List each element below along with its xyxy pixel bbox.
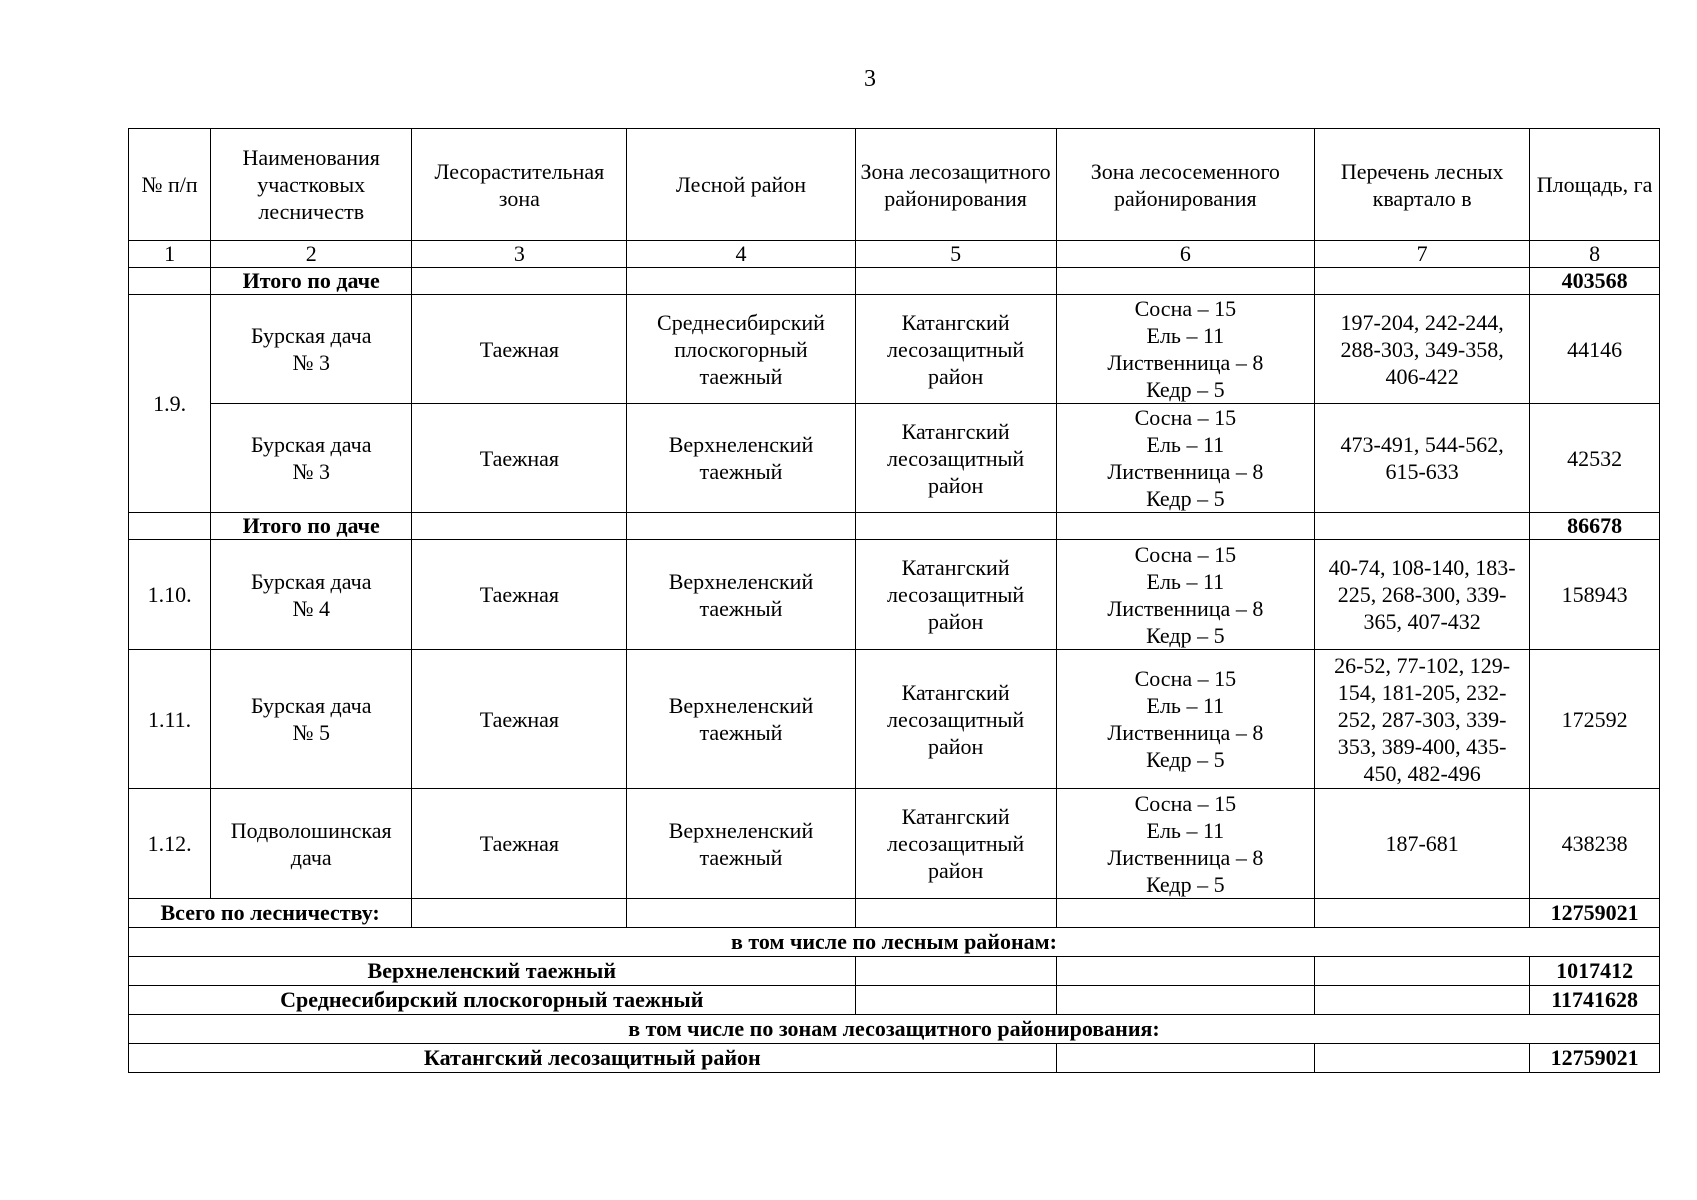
- quarters-list: 197-204, 242-244, 288-303, 349-358, 406-422: [1315, 295, 1530, 404]
- protection-zone: Катангский лесозащитный район: [855, 295, 1056, 404]
- table-row: [129, 540, 1660, 650]
- empty-cell: [1315, 957, 1530, 986]
- subtotal-label: Итого по даче: [211, 513, 412, 540]
- column-number: 3: [412, 241, 627, 268]
- forestry-name: Бурская дача № 3: [211, 295, 412, 404]
- by-zones-heading: в том числе по зонам лесозащитного районирования:: [129, 1015, 1660, 1044]
- column-number: 4: [627, 241, 855, 268]
- quarters-list: 26-52, 77-102, 129-154, 181-205, 232-252, 287-303, 339-353, 389-400, 435-450, 482-496: [1315, 650, 1530, 789]
- table-row: [129, 404, 1660, 513]
- quarters-list: 473-491, 544-562, 615-633: [1315, 404, 1530, 513]
- column-number-row: [129, 241, 1660, 268]
- protection-zone: Катангский лесозащитный район: [855, 650, 1056, 789]
- empty-cell: [627, 513, 855, 540]
- header-row: [129, 129, 1660, 241]
- section-row: [129, 1015, 1660, 1044]
- empty-cell: [1056, 986, 1314, 1015]
- by-districts-heading: в том числе по лесным районам:: [129, 928, 1660, 957]
- subtotal-label: Итого по даче: [211, 268, 412, 295]
- empty-cell: [1056, 513, 1314, 540]
- protection-zone: Катангский лесозащитный район: [855, 540, 1056, 650]
- empty-cell: [1315, 1044, 1530, 1073]
- district-label: Верхнеленский таежный: [129, 957, 856, 986]
- empty-cell: [855, 957, 1056, 986]
- vegetation-zone: Таежная: [412, 295, 627, 404]
- empty-cell: [627, 268, 855, 295]
- vegetation-zone: Таежная: [412, 650, 627, 789]
- vegetation-zone: Таежная: [412, 540, 627, 650]
- table-row: [129, 295, 1660, 404]
- protection-zone: Катангский лесозащитный район: [855, 789, 1056, 899]
- section-row: [129, 928, 1660, 957]
- zone-label: Катангский лесозащитный район: [129, 1044, 1057, 1073]
- empty-cell: [129, 268, 211, 295]
- seed-zone: Сосна – 15 Ель – 11 Лиственница – 8 Кедр – 5: [1056, 404, 1314, 513]
- vegetation-zone: Таежная: [412, 404, 627, 513]
- empty-cell: [1315, 986, 1530, 1015]
- empty-cell: [1315, 899, 1530, 928]
- column-number: 6: [1056, 241, 1314, 268]
- row-number: 1.9.: [129, 295, 211, 513]
- area-value: 42532: [1530, 404, 1660, 513]
- empty-cell: [412, 899, 627, 928]
- row-number: 1.12.: [129, 789, 211, 899]
- area-value: 44146: [1530, 295, 1660, 404]
- header-cell: № п/п: [129, 129, 211, 241]
- forestry-name: Бурская дача № 3: [211, 404, 412, 513]
- subtotal-row: [129, 268, 1660, 295]
- forestry-table: [128, 128, 1660, 1073]
- forestry-name: Бурская дача № 4: [211, 540, 412, 650]
- seed-zone: Сосна – 15 Ель – 11 Лиственница – 8 Кедр – 5: [1056, 650, 1314, 789]
- empty-cell: [412, 268, 627, 295]
- empty-cell: [129, 513, 211, 540]
- total-value: 12759021: [1530, 899, 1660, 928]
- seed-zone: Сосна – 15 Ель – 11 Лиственница – 8 Кедр – 5: [1056, 295, 1314, 404]
- header-cell: Лесорастительная зона: [412, 129, 627, 241]
- subtotal-value: 403568: [1530, 268, 1660, 295]
- total-row: [129, 899, 1660, 928]
- table-row: [129, 789, 1660, 899]
- empty-cell: [1056, 899, 1314, 928]
- zone-value: 12759021: [1530, 1044, 1660, 1073]
- column-number: 5: [855, 241, 1056, 268]
- column-number: 7: [1315, 241, 1530, 268]
- forest-district: Верхнеленский таежный: [627, 404, 855, 513]
- district-value: 11741628: [1530, 986, 1660, 1015]
- row-number: 1.10.: [129, 540, 211, 650]
- forest-district: Верхнеленский таежный: [627, 650, 855, 789]
- forest-district: Среднесибирский плоскогорный таежный: [627, 295, 855, 404]
- column-number: 1: [129, 241, 211, 268]
- header-cell: Наименования участковых лесничеств: [211, 129, 412, 241]
- subtotal-value: 86678: [1530, 513, 1660, 540]
- district-label: Среднесибирский плоскогорный таежный: [129, 986, 856, 1015]
- empty-cell: [855, 268, 1056, 295]
- empty-cell: [1056, 957, 1314, 986]
- row-number: 1.11.: [129, 650, 211, 789]
- table-row: [129, 650, 1660, 789]
- empty-cell: [1315, 513, 1530, 540]
- forestry-name: Подволошинская дача: [211, 789, 412, 899]
- empty-cell: [855, 986, 1056, 1015]
- total-label: Всего по лесничеству:: [129, 899, 412, 928]
- protection-zone: Катангский лесозащитный район: [855, 404, 1056, 513]
- area-value: 158943: [1530, 540, 1660, 650]
- empty-cell: [1056, 1044, 1314, 1073]
- forest-district: Верхнеленский таежный: [627, 540, 855, 650]
- district-row: [129, 957, 1660, 986]
- empty-cell: [627, 899, 855, 928]
- forest-district: Верхнеленский таежный: [627, 789, 855, 899]
- forestry-name: Бурская дача № 5: [211, 650, 412, 789]
- page-number: 3: [864, 66, 876, 92]
- empty-cell: [1315, 268, 1530, 295]
- district-value: 1017412: [1530, 957, 1660, 986]
- empty-cell: [855, 899, 1056, 928]
- district-row: [129, 986, 1660, 1015]
- header-cell: Площадь, га: [1530, 129, 1660, 241]
- header-cell: Зона лесосеменного районирования: [1056, 129, 1314, 241]
- seed-zone: Сосна – 15 Ель – 11 Лиственница – 8 Кедр – 5: [1056, 789, 1314, 899]
- quarters-list: 187-681: [1315, 789, 1530, 899]
- vegetation-zone: Таежная: [412, 789, 627, 899]
- area-value: 172592: [1530, 650, 1660, 789]
- quarters-list: 40-74, 108-140, 183-225, 268-300, 339-365, 407-432: [1315, 540, 1530, 650]
- empty-cell: [412, 513, 627, 540]
- seed-zone: Сосна – 15 Ель – 11 Лиственница – 8 Кедр – 5: [1056, 540, 1314, 650]
- header-cell: Лесной район: [627, 129, 855, 241]
- zone-row: [129, 1044, 1660, 1073]
- subtotal-row: [129, 513, 1660, 540]
- column-number: 8: [1530, 241, 1660, 268]
- column-number: 2: [211, 241, 412, 268]
- area-value: 438238: [1530, 789, 1660, 899]
- header-cell: Зона лесозащитного районирования: [855, 129, 1056, 241]
- empty-cell: [855, 513, 1056, 540]
- empty-cell: [1056, 268, 1314, 295]
- header-cell: Перечень лесных квартало в: [1315, 129, 1530, 241]
